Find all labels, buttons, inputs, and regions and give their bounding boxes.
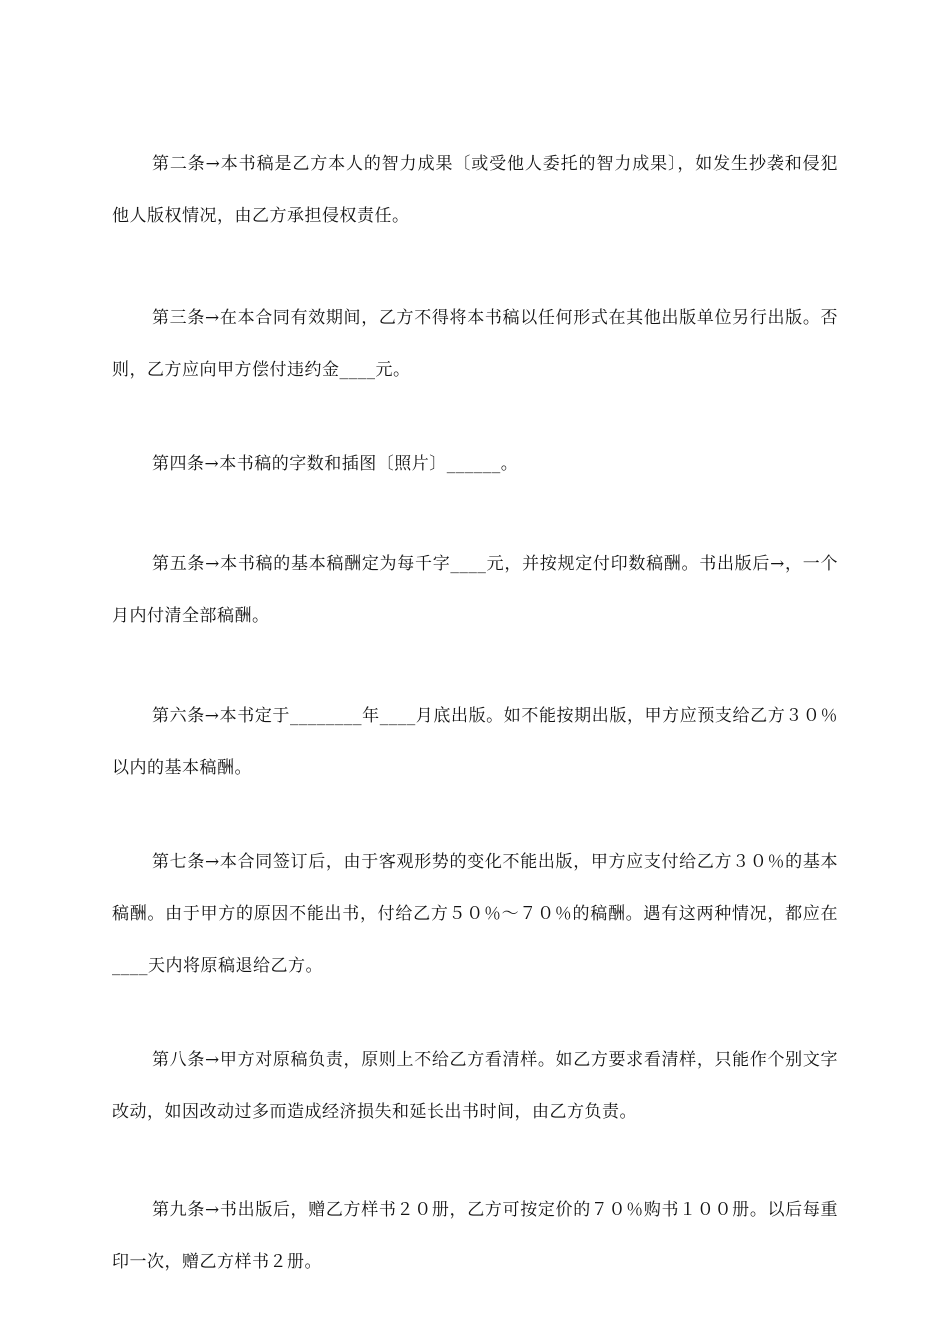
article-3: 第三条→在本合同有效期间，乙方不得将本书稿以任何形式在其他出版单位另行出版。否则，乙方应向甲方偿付违约金____元。 <box>112 308 838 380</box>
article-2: 第二条→本书稿是乙方本人的智力成果〔或受他人委托的智力成果〕，如发生抄袭和侵犯他人版权情况，由乙方承担侵权责任。 <box>112 154 838 226</box>
article-7: 第七条→本合同签订后，由于客观形势的变化不能出版，甲方应支付给乙方３０％的基本稿酬。由于甲方的原因不能出书，付给乙方５０％～７０％的稿酬。遇有这两种情况，都应在____天内将原稿退给乙方。 <box>112 852 838 976</box>
article-6: 第六条→本书定于________年____月底出版。如不能按期出版，甲方应预支给乙方３０％以内的基本稿酬。 <box>112 706 838 778</box>
article-5: 第五条→本书稿的基本稿酬定为每千字____元，并按规定付印数稿酬。书出版后→，一个月内付清全部稿酬。 <box>112 554 838 626</box>
article-8: 第八条→甲方对原稿负责，原则上不给乙方看清样。如乙方要求看清样，只能作个别文字改动，如因改动过多而造成经济损失和延长出书时间，由乙方负责。 <box>112 1050 838 1122</box>
article-4: 第四条→本书稿的字数和插图〔照片〕______。 <box>152 454 519 474</box>
article-9: 第九条→书出版后，赠乙方样书２０册，乙方可按定价的７０％购书１００册。以后每重印一次，赠乙方样书２册。 <box>112 1200 838 1272</box>
